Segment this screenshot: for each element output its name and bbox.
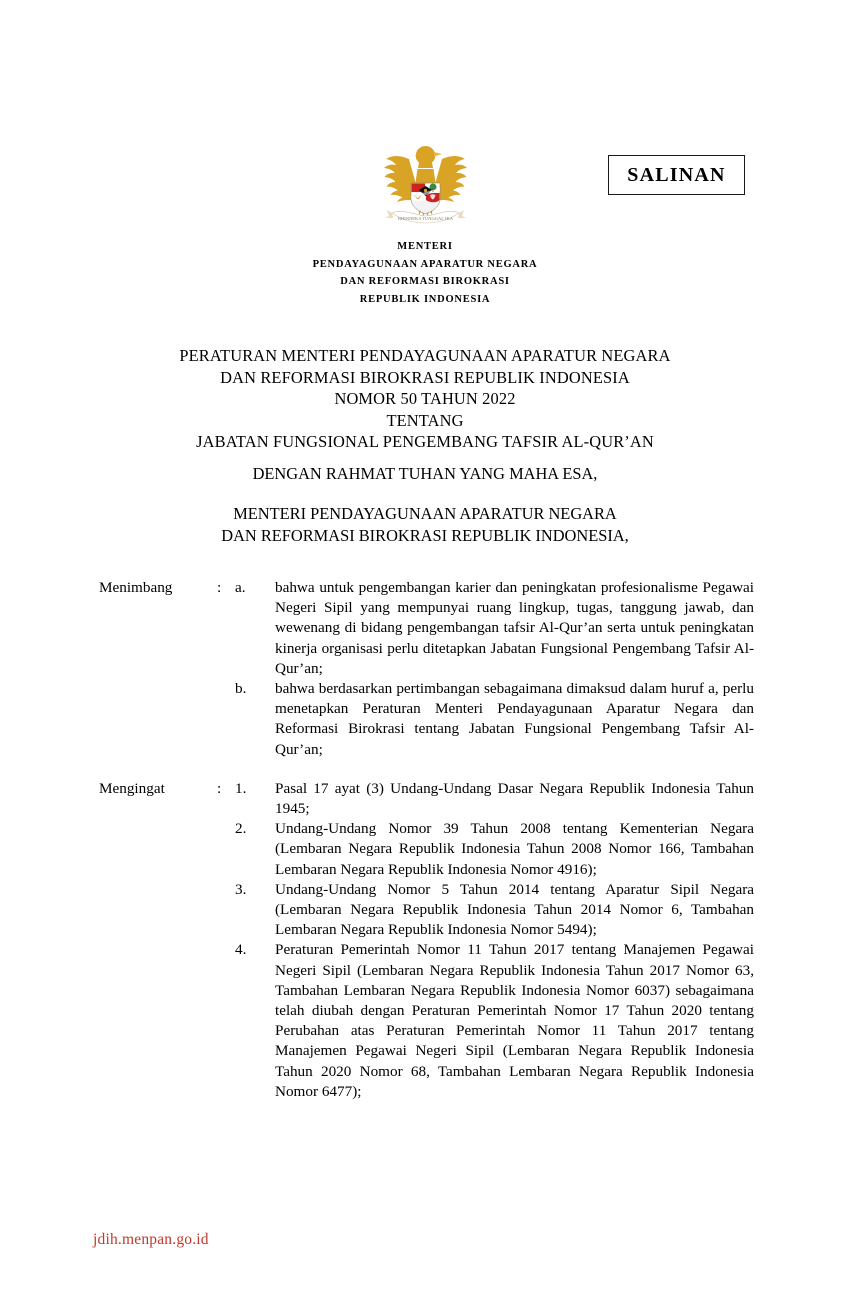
section-colon-menimbang: :	[217, 579, 222, 596]
clause-item	[99, 819, 754, 880]
ministry-line-3: DAN REFORMASI BIROKRASI	[340, 276, 510, 287]
clause-marker: b.	[235, 680, 247, 698]
ministry-line-2: PENDAYAGUNAAN APARATUR NEGARA	[312, 258, 538, 270]
authority-line-2: DAN REFORMASI BIROKRASI REPUBLIK INDONESIA,	[221, 525, 629, 545]
masthead	[0, 140, 850, 330]
garuda-pancasila-emblem	[378, 140, 473, 232]
section-colon-mengingat: :	[217, 779, 222, 797]
clause-item	[99, 779, 754, 819]
section-label-mengingat: Mengingat	[99, 779, 165, 797]
clause-item	[99, 880, 754, 941]
invocation-text: DENGAN RAHMAT TUHAN YANG MAHA ESA,	[252, 464, 598, 483]
clause-item	[99, 578, 754, 679]
regulation-title-block	[0, 345, 850, 453]
salinan-stamp-label: SALINAN	[627, 163, 726, 186]
invocation-block	[0, 463, 850, 485]
ministry-name-block	[0, 238, 850, 308]
clause-text: bahwa untuk pengembangan karier dan peningkatan profesionalisme Pegawai Negeri Sipil yang mempunyai ruang lingkup, tugas, tanggung jawab, dan wewenang di bidang pengembangan tafsir Al-Qur’an serta untuk peningkatan kinerja organisasi perlu ditetapkan Jabatan Fungsional Pengembang Tafsir Al-Qur’an;	[275, 579, 754, 677]
clause-text: bahwa berdasarkan pertimbangan sebagaimana dimaksud dalam huruf a, perlu menetapkan Peraturan Menteri Pendayagunaan Aparatur Negara dan Reformasi Birokrasi tentang Jabatan Fungsional Pengembang Tafsir Al-Qur’an;	[275, 680, 754, 758]
clause-item	[99, 940, 754, 1102]
section-mengingat	[99, 779, 754, 1102]
clause-text: Peraturan Pemerintah Nomor 11 Tahun 2017 tentang Manajemen Pegawai Negeri Sipil (Lembaran Negara Republik Indonesia Tahun 2017 Nomor 63, Tambahan Lembaran Negara Republik Indonesia Nomor 6037) sebagaimana telah diubah dengan Peraturan Pemerintah Nomor 17 Tahun 2020 tentang Perubahan atas Peraturan Pemerintah Nomor 11 Tahun 2017 tentang Manajemen Pegawai Negeri Sipil (Lembaran Negara Republik Indonesia Tahun 2020 Nomor 68, Tambahan Lembaran Negara Republik Indonesia Nomor 6477);	[275, 941, 754, 1100]
ministry-line-4: REPUBLIK INDONESIA	[359, 293, 491, 305]
clause-container	[99, 578, 754, 1102]
clause-text: Undang-Undang Nomor 39 Tahun 2008 tentang Kementerian Negara (Lembaran Negara Republik Indonesia Tahun 2008 Nomor 166, Tambahan Lembaran Negara Republik Indonesia Nomor 4916);	[275, 820, 754, 878]
regulation-subject: JABATAN FUNGSIONAL PENGEMBANG TAFSIR AL-QUR’AN	[196, 432, 654, 451]
regulation-number: NOMOR 50 TAHUN 2022	[334, 389, 516, 408]
clause-marker: 3.	[235, 880, 247, 898]
issuing-authority-block	[0, 503, 850, 546]
clause-item	[99, 679, 754, 760]
title-connector-tentang: TENTANG	[386, 410, 464, 430]
title-line-2: DAN REFORMASI BIROKRASI REPUBLIK INDONESIA	[220, 367, 630, 387]
clause-marker: 1.	[235, 779, 247, 797]
clause-marker: 4.	[235, 941, 247, 959]
section-menimbang	[99, 578, 754, 760]
svg-text:BHINNEKA TUNGGAL IKA: BHINNEKA TUNGGAL IKA	[398, 216, 453, 221]
clause-marker: a.	[235, 579, 246, 596]
section-label-menimbang: Menimbang	[99, 579, 173, 596]
clause-marker: 2.	[235, 820, 247, 838]
clause-text: Undang-Undang Nomor 5 Tahun 2014 tentang Aparatur Sipil Negara (Lembaran Negara Republik Indonesia Tahun 2014 Nomor 6, Tambahan Lembaran Negara Republik Indonesia Nomor 5494);	[275, 880, 754, 939]
ministry-line-1: MENTERI	[397, 241, 453, 252]
clause-text: Pasal 17 ayat (3) Undang-Undang Dasar Negara Republik Indonesia Tahun 1945;	[275, 779, 754, 818]
authority-line-1: MENTERI PENDAYAGUNAAN APARATUR NEGARA	[233, 504, 617, 523]
title-line-1: PERATURAN MENTERI PENDAYAGUNAAN APARATUR NEGARA	[179, 346, 671, 365]
jdih-watermark-url[interactable]: jdih.menpan.go.id	[93, 1231, 209, 1248]
